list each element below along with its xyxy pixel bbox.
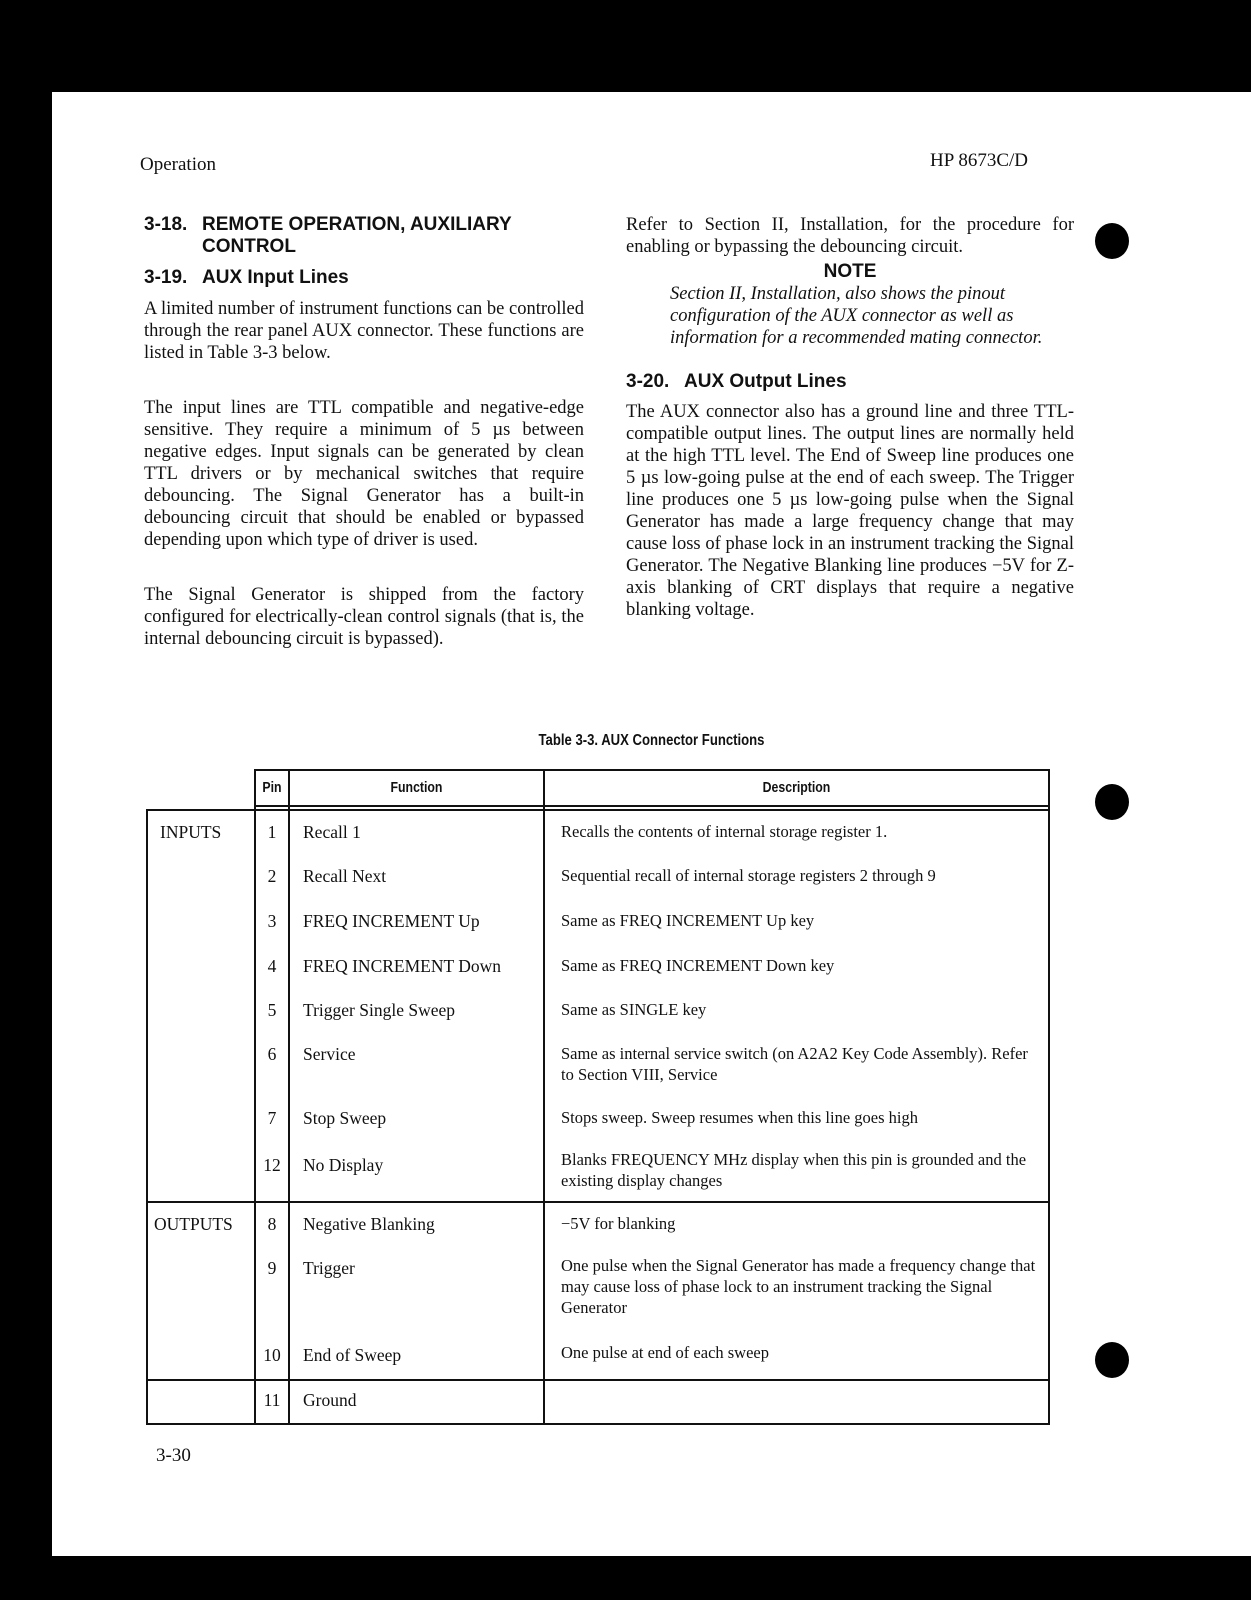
pin-number: 12 [263, 1155, 281, 1175]
heading-3-18: 3-18. REMOTE OPERATION, AUXILIARY CONTROL [144, 214, 512, 257]
heading-3-20: 3-20. AUX Output Lines [626, 371, 847, 392]
function-description: Recalls the contents of internal storage register 1. [561, 822, 888, 841]
table-rule [146, 809, 1050, 811]
pin-number: 10 [263, 1345, 281, 1365]
paragraph-refer-section: Refer to Section II, Installation, for the procedure for enabling or bypassing the debouncing circuit. [626, 215, 1074, 257]
function-description: One pulse when the Signal Generator has made a frequency change that may cause loss of phase lock to an instrument tracking the Signal Generator [561, 1256, 1036, 1317]
note-heading: NOTE [823, 261, 877, 282]
table-rule [543, 769, 545, 1425]
column-header-function: Function [390, 779, 443, 796]
running-header-section: Operation [140, 154, 216, 175]
function-description: Stops sweep. Sweep resumes when this line goes high [561, 1108, 918, 1127]
pin-number: 3 [267, 911, 277, 931]
function-name: Ground [303, 1390, 357, 1410]
function-name: Service [303, 1044, 356, 1064]
table-title: Table 3-3. AUX Connector Functions [538, 732, 765, 749]
function-description: Sequential recall of internal storage registers 2 through 9 [561, 866, 936, 885]
function-name: Trigger [303, 1258, 355, 1278]
function-description: Same as internal service switch (on A2A2 Key Code Assembly). Refer to Section VIII, Service [561, 1044, 1028, 1084]
function-description: One pulse at end of each sweep [561, 1343, 769, 1362]
function-description: −5V for blanking [561, 1214, 676, 1233]
left-column [144, 214, 584, 650]
pin-number: 4 [267, 956, 277, 976]
heading-3-19: 3-19. AUX Input Lines [144, 267, 349, 288]
table-rule [254, 805, 1050, 807]
table-rule [146, 809, 148, 1425]
function-name: End of Sweep [303, 1345, 402, 1365]
function-name: Stop Sweep [303, 1108, 387, 1128]
table-rule [1048, 769, 1050, 1425]
pin-number: 9 [267, 1258, 277, 1278]
column-header-pin: Pin [262, 779, 282, 796]
group-label-outputs: OUTPUTS [154, 1214, 233, 1234]
table-rule [288, 769, 290, 1425]
table-rule [146, 1379, 1050, 1381]
page-number: 3-30 [156, 1445, 191, 1466]
table-rule [254, 769, 1050, 771]
table-rule [146, 1201, 1050, 1203]
aux-connector-table [146, 769, 1050, 1425]
paragraph-output-lines: The AUX connector also has a ground line and three TTL-compatible output lines. The output lines are normally held at the high TTL level. The End of Sweep line produces one 5 µs low-going pulse at the end of each sweep. The Trigger line produces one 5 µs low-going pulse when the Signal Generator has made a large frequency change that may cause loss of phase lock in an instrument tracking the Signal Generator. The Negative Blanking line produces −5V for Z-axis blanking of CRT displays that require a negative blanking voltage. [626, 402, 1074, 620]
paragraph-input-lines: The input lines are TTL compatible and negative-edge sensitive. They require a minimum of 5 µs between negative edges. Input signals can be generated by clean TTL drivers or by mechanical switches that require debouncing. The Signal Generator has a built-in debouncing circuit that should be enabled or bypassed depending upon which type of driver is used. [144, 398, 584, 550]
pin-number: 11 [263, 1390, 281, 1410]
pin-number: 6 [267, 1044, 277, 1064]
function-description: Same as FREQ INCREMENT Up key [561, 911, 815, 930]
paragraph-aux-intro: A limited number of instrument functions can be controlled through the rear panel AUX connector. These functions are listed in Table 3-3 below. [144, 299, 584, 363]
function-description: Same as FREQ INCREMENT Down key [561, 956, 835, 975]
pin-number: 7 [267, 1108, 277, 1128]
pin-number: 2 [267, 866, 277, 886]
function-description: Same as SINGLE key [561, 1000, 707, 1019]
binder-hole-3 [1095, 1342, 1129, 1378]
function-name: Trigger Single Sweep [303, 1000, 455, 1020]
function-name: FREQ INCREMENT Down [303, 956, 502, 976]
function-name: No Display [303, 1155, 384, 1175]
running-header-model: HP 8673C/D [930, 150, 1029, 171]
function-name: Negative Blanking [303, 1214, 435, 1234]
right-column [626, 214, 1074, 621]
function-name: FREQ INCREMENT Up [303, 911, 480, 931]
function-name: Recall 1 [303, 822, 361, 842]
binder-hole-1 [1095, 223, 1129, 259]
pin-number: 8 [267, 1214, 277, 1234]
table-rule [146, 1423, 1050, 1425]
manual-page [52, 92, 1251, 1556]
group-label-inputs: INPUTS [160, 822, 222, 842]
pin-number: 5 [267, 1000, 277, 1020]
binder-hole-2 [1095, 784, 1129, 820]
function-description: Blanks FREQUENCY MHz display when this pin is grounded and the existing display changes [561, 1150, 1027, 1190]
pin-number: 1 [267, 822, 277, 842]
note-text: Section II, Installation, also shows the pinout configuration of the AUX connector as well as information for a recommended mating connector. [670, 284, 1043, 348]
column-header-description: Description [762, 779, 831, 796]
function-name: Recall Next [303, 866, 387, 886]
paragraph-factory-config: The Signal Generator is shipped from the factory configured for electrically-clean control signals (that is, the internal debouncing circuit is bypassed). [144, 585, 584, 649]
